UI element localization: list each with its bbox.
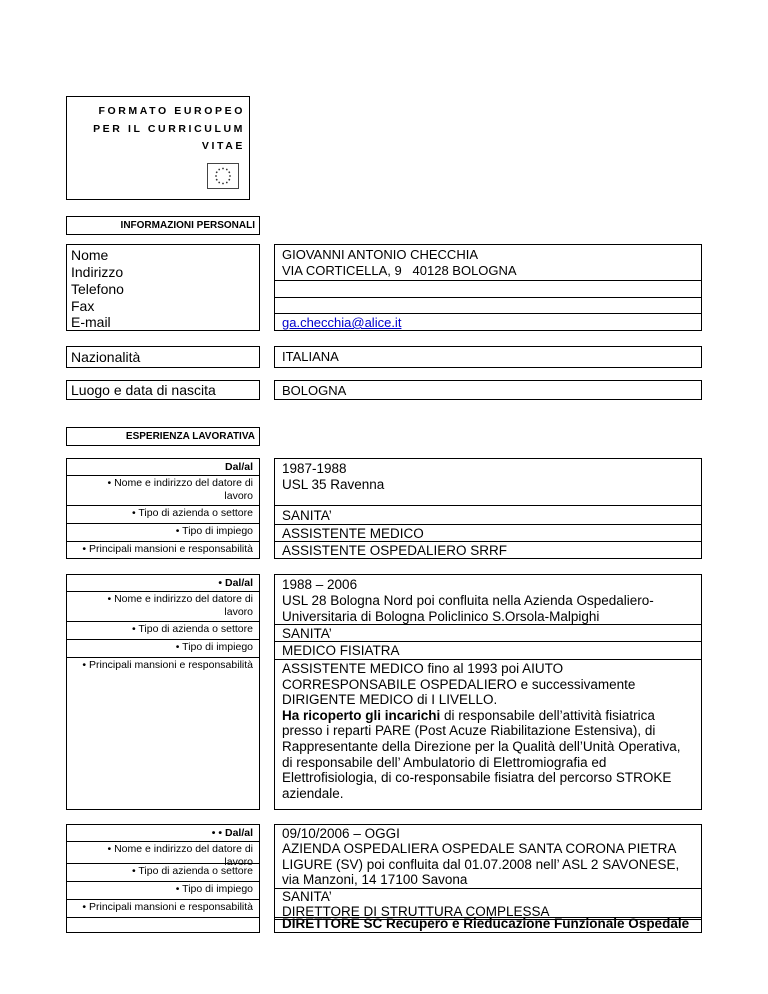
divider xyxy=(67,881,259,882)
job-3-duties-row xyxy=(274,916,702,933)
job-2-duties-bold: Ha ricoperto gli incarichi xyxy=(282,707,441,723)
personal-values-box xyxy=(274,244,702,331)
label-fax: Fax xyxy=(71,298,95,314)
experience-heading: ESPERIENZA LAVORATIVA xyxy=(66,427,260,446)
job-3-labels xyxy=(66,824,260,918)
header-line-3: VITAE xyxy=(201,140,245,152)
divider xyxy=(67,639,259,640)
job-1-label-position: • Tipo di impiego xyxy=(175,525,253,537)
divider xyxy=(275,297,701,298)
divider xyxy=(67,841,259,842)
job-3-position: DIRETTORE DI STRUTTURA COMPLESSA xyxy=(282,904,550,919)
job-2-label-employer: • Nome e indirizzo del datore di lavoro xyxy=(107,593,253,618)
job-2-duties-block xyxy=(282,661,694,801)
job-3-employer: AZIENDA OSPEDALIERA OSPEDALE SANTA CORONA PIETRA LIGURE (SV) poi confluita dal 01.07.2008 nell’ ASL 2 SAVONESE, via Manzoni, 14 17100 Savona xyxy=(282,841,680,888)
nascita-value-box xyxy=(274,380,702,400)
job-2-duties-rest: di responsabile dell’attività fisiatrica presso i reparti PARE (Post Acuze Riabilitazione Estensiva), di Rappresentante della Direzione per la Qualità dell’Unità Operativa, di responsabile dell’ Ambulatorio di Elettromiografia ed Elettrofisiologia, di co-responsabile fisiatra del percorso STROKE aziendale. xyxy=(282,707,681,801)
label-email: E-mail xyxy=(71,314,111,330)
divider xyxy=(275,541,701,542)
job-1-employer: USL 35 Ravenna xyxy=(282,477,385,492)
divider xyxy=(275,624,701,625)
job-2-label-position: • Tipo di impiego xyxy=(175,641,253,653)
job-3-values xyxy=(274,824,702,918)
job-2-label-sector: • Tipo di azienda o settore xyxy=(131,623,253,635)
nazionalita-label-box xyxy=(66,346,260,368)
job-2-duties: ASSISTENTE MEDICO fino al 1993 poi AIUTO CORRESPONSABILE OSPEDALIERO e successivamente DIRIGENTE MEDICO di I LIVELLO. xyxy=(282,661,636,708)
job-3-label-sector: • Tipo di azienda o settore xyxy=(131,865,253,877)
divider xyxy=(275,313,701,314)
header-line-2: PER IL CURRICULUM xyxy=(93,123,245,135)
label-indirizzo: Indirizzo xyxy=(71,264,124,280)
job-3-label-employer: • Nome e indirizzo del datore di lavoro xyxy=(107,843,253,868)
job-3-label-dates: • • Dal/al xyxy=(211,827,253,839)
job-1-label-sector: • Tipo di azienda o settore xyxy=(131,507,253,519)
divider xyxy=(67,541,259,542)
divider xyxy=(67,899,259,900)
job-2-values xyxy=(274,574,702,810)
job-2-label-duties: • Principali mansioni e responsabilità xyxy=(82,659,253,671)
label-telefono: Telefono xyxy=(71,281,124,297)
job-1-label-employer: • Nome e indirizzo del datore di lavoro xyxy=(107,477,253,502)
divider xyxy=(275,505,701,506)
job-1-position: ASSISTENTE MEDICO xyxy=(282,526,424,541)
value-indirizzo: VIA CORTICELLA, 9 40128 BOLOGNA xyxy=(282,263,517,278)
divider xyxy=(275,888,701,889)
job-1-labels xyxy=(66,458,260,559)
job-2-label-dates: • Dal/al xyxy=(218,577,253,589)
divider xyxy=(275,659,701,660)
job-2-labels xyxy=(66,574,260,810)
value-nazionalita: ITALIANA xyxy=(282,349,339,364)
divider xyxy=(67,475,259,476)
divider xyxy=(275,280,701,281)
job-3-label-position: • Tipo di impiego xyxy=(175,883,253,895)
job-1-sector: SANITA’ xyxy=(282,508,332,523)
label-nascita: Luogo e data di nascita xyxy=(71,382,216,398)
email-link[interactable]: ga.checchia@alice.it xyxy=(282,315,402,330)
divider xyxy=(67,863,259,864)
personal-info-heading: INFORMAZIONI PERSONALI xyxy=(66,216,260,235)
job-2-sector: SANITA’ xyxy=(282,626,332,641)
divider xyxy=(275,641,701,642)
job-3-sector: SANITA’ xyxy=(282,889,332,904)
divider xyxy=(67,505,259,506)
divider xyxy=(67,591,259,592)
label-nazionalita: Nazionalità xyxy=(71,349,141,365)
job-2-position: MEDICO FISIATRA xyxy=(282,643,400,658)
nazionalita-value-box xyxy=(274,346,702,368)
job-1-values xyxy=(274,458,702,559)
divider xyxy=(275,524,701,525)
personal-labels-box xyxy=(66,244,260,331)
nascita-label-box xyxy=(66,380,260,400)
job-2-employer: USL 28 Bologna Nord poi confluita nella Azienda Ospedaliero-Universitaria di Bologna Policlinico S.Orsola-Malpighi xyxy=(282,593,654,624)
job-1-dates: 1987-1988 xyxy=(282,461,347,476)
job-1-label-duties: • Principali mansioni e responsabilità xyxy=(82,543,253,555)
divider xyxy=(67,523,259,524)
label-nome: Nome xyxy=(71,247,109,263)
value-nome: GIOVANNI ANTONIO CHECCHIA xyxy=(282,247,478,262)
divider xyxy=(67,621,259,622)
job-3-label-duties: • Principali mansioni e responsabilità xyxy=(82,901,253,913)
job-1-label-dates: Dal/al xyxy=(224,461,253,473)
job-2-dates: 1988 – 2006 xyxy=(282,577,358,592)
value-nascita: BOLOGNA xyxy=(282,383,347,398)
cv-header xyxy=(66,96,250,200)
job-3-duties: DIRETTORE SC Recupero e Rieducazione Funzionale Ospedale xyxy=(282,916,690,931)
job-3-duties-label-row xyxy=(66,916,260,933)
job-3-dates: 09/10/2006 – OGGI xyxy=(282,826,400,841)
job-1-duties: ASSISTENTE OSPEDALIERO SRRF xyxy=(282,543,508,558)
divider xyxy=(67,657,259,658)
header-line-1: FORMATO EUROPEO xyxy=(98,105,245,117)
eu-flag-icon xyxy=(207,163,239,189)
